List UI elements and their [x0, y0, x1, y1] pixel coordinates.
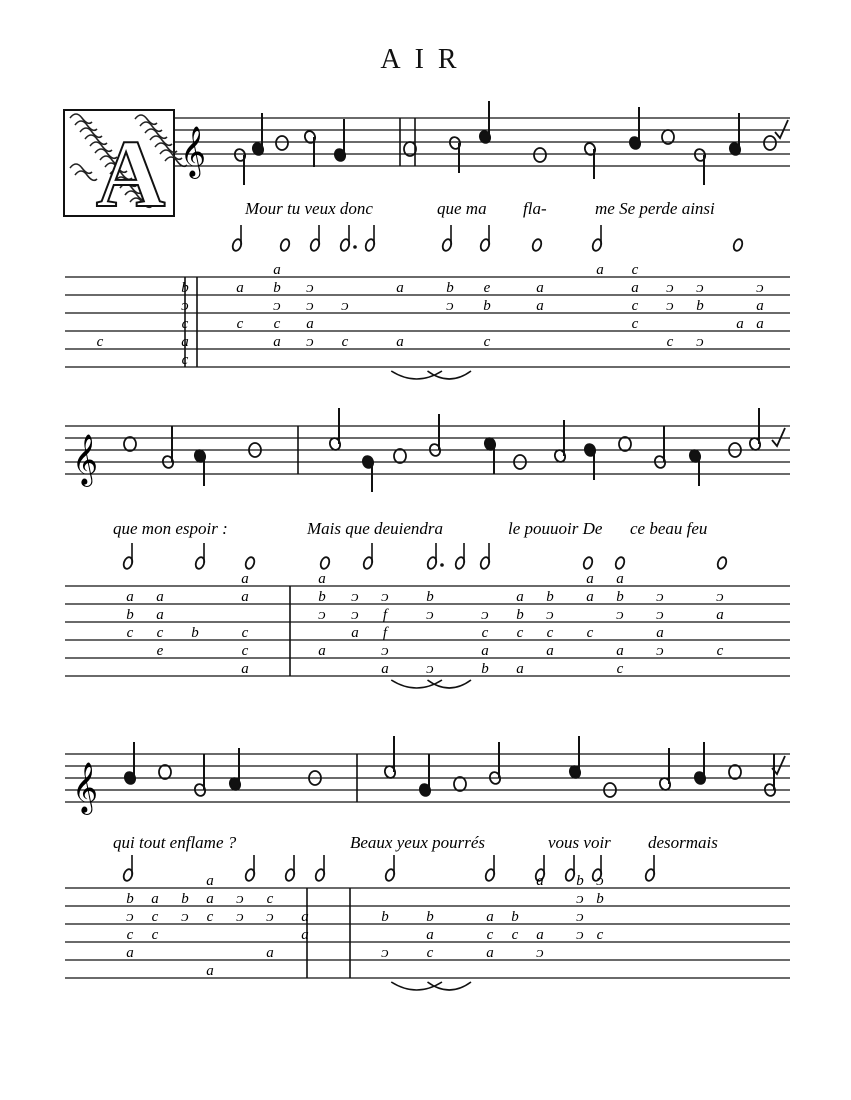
system-2-tab-letter: ᴐ — [481, 607, 489, 623]
system-1-rhythm-sign — [279, 238, 291, 252]
system-2-tab-letter: ᴐ — [656, 589, 664, 605]
system-3-lyric: vous voir — [548, 833, 611, 852]
system-1-tab-letter: ᴐ — [306, 298, 314, 314]
system-1-lyric: que ma — [437, 199, 487, 218]
system-1-lyric: me Se perde ainsi — [595, 199, 715, 218]
system-1-note — [478, 101, 492, 144]
system-2-tab-letter: b — [616, 589, 624, 605]
system-2-rhythm-sign — [244, 556, 256, 570]
system-1-tab-letter: ᴐ — [696, 334, 704, 350]
system-1-tab-letter: ᴐ — [666, 298, 674, 314]
system-2-tab-letter: a — [156, 589, 164, 605]
system-2-rhythm-sign-head — [614, 556, 626, 570]
custos-mark — [775, 120, 788, 138]
system-1-tab-letter: c — [631, 298, 639, 314]
system-3-clef: 𝄞 — [72, 762, 99, 813]
system-1-tab-letter: c — [273, 316, 281, 332]
system-3-note — [763, 754, 777, 797]
system-2-note — [161, 426, 175, 469]
system-2-tab-letter: a — [616, 571, 624, 587]
system-1-tab-letter: a — [756, 316, 764, 332]
system-2-tab-letter: a — [656, 625, 664, 641]
system-2-note-head — [394, 449, 406, 463]
system-3-tab-letter: ᴐ — [596, 873, 604, 889]
system-1-note — [628, 107, 642, 150]
system-2-rhythm-sign-head — [244, 556, 256, 570]
system-2-rhythm-sign-head — [319, 556, 331, 570]
system-2-tab-letter: ᴐ — [381, 643, 389, 659]
system-3-tab-letter: a — [486, 909, 494, 925]
system-1-tab-letter: ᴐ — [666, 280, 674, 296]
system-1-note — [583, 142, 597, 179]
system-2-tab-letter: a — [516, 589, 524, 605]
system-2-tab-letter: c — [546, 625, 554, 641]
system-3-rhythm-sign — [244, 855, 256, 882]
system-3-lyric: qui tout enflame ? — [113, 833, 237, 852]
system-1-tab-letter: c — [181, 352, 189, 368]
system-1-rhythm-sign — [441, 225, 453, 252]
system-2-tab-letter: a — [516, 661, 524, 677]
system-2-tab-letter: ᴐ — [716, 589, 724, 605]
system-2-tab-letter: a — [241, 571, 249, 587]
system-2-tab-letter: c — [516, 625, 524, 641]
system-3-tab-letter: a — [206, 891, 214, 907]
system-3-tab-letter: c — [266, 891, 274, 907]
system-2-note — [653, 426, 667, 469]
system-1-tab-letter: c — [631, 262, 639, 278]
system-2-note — [394, 449, 406, 463]
system-2-tab-letter: a — [126, 589, 134, 605]
system-2-lyric: ce beau feu — [630, 519, 708, 538]
system-2-tab-letter: b — [516, 607, 524, 623]
system-2-tab-letter: c — [716, 643, 724, 659]
system-1-rhythm-sign — [309, 225, 321, 252]
system-3-note-head — [454, 777, 466, 791]
system-3-tab-letter: a — [301, 927, 309, 943]
system-3-tab-letter: ᴐ — [181, 909, 189, 925]
system-2-tab-letter: a — [241, 661, 249, 677]
system-2-tab-letter: ᴐ — [426, 661, 434, 677]
system-2-rhythm-sign — [716, 556, 728, 570]
system-1-tab-letter: c — [631, 316, 639, 332]
system-1-tab-letter: a — [536, 298, 544, 314]
system-2-note — [193, 449, 207, 486]
custos-mark — [772, 428, 785, 446]
system-1-tab-letter: c — [666, 334, 674, 350]
system-2-tab-letter: a — [351, 625, 359, 641]
system-1-note — [728, 113, 742, 156]
system-1-note — [764, 136, 776, 150]
system-1-tab-letter: ᴐ — [273, 298, 281, 314]
system-1-tab-letter: b — [446, 280, 454, 296]
system-1-tab-letter: a — [396, 280, 404, 296]
system-3-rhythm-sign — [314, 855, 326, 882]
system-2-tab-letter: c — [156, 625, 164, 641]
system-3-tab-letter: b — [576, 873, 584, 889]
system-2-rhythm-sign — [454, 543, 466, 570]
system-2-rhythm-sign — [194, 543, 206, 570]
system-3-tab-letter: ᴐ — [536, 945, 544, 961]
system-2-tab-letter: ᴐ — [656, 643, 664, 659]
system-2-tab-letter: a — [481, 643, 489, 659]
system-2-tab-letter: c — [481, 625, 489, 641]
initial-letter-glyph: A — [96, 120, 166, 227]
system-3-note — [454, 777, 466, 791]
system-1-tab-letter: ᴐ — [756, 280, 764, 296]
system-3-tab-letter: c — [596, 927, 604, 943]
system-3-tab-letter: b — [511, 909, 519, 925]
system-1-tablature — [65, 277, 790, 367]
system-3-tab-letter: a — [206, 873, 214, 889]
system-1-note-head — [764, 136, 776, 150]
system-3-rhythm-sign — [384, 855, 396, 882]
system-3-rhythm-sign — [564, 855, 576, 882]
system-3-note — [693, 742, 707, 785]
system-3-note-head — [729, 765, 741, 779]
system-2-tab-letter: ᴐ — [656, 607, 664, 623]
system-3-note — [568, 736, 582, 779]
system-3-lyric: desormais — [648, 833, 718, 852]
system-2-tab-letter: f — [382, 607, 388, 623]
system-2-tab-letter: ᴐ — [351, 589, 359, 605]
system-1-lyric: fla- — [523, 199, 547, 218]
system-2-tab-letter: a — [318, 571, 326, 587]
system-1-tab-letter: a — [631, 280, 639, 296]
system-2-note — [688, 449, 702, 486]
system-2-tab-letter: b — [426, 589, 434, 605]
system-3-tab-letter: a — [151, 891, 159, 907]
system-1-tab-letter: c — [181, 316, 189, 332]
system-3-tab-letter: a — [536, 927, 544, 943]
system-3-tab-letter: c — [126, 927, 134, 943]
system-2-tab-letter: ᴐ — [616, 607, 624, 623]
system-1-rhythm-sign — [479, 225, 491, 252]
system-1-tab-letter: a — [756, 298, 764, 314]
system-2-note — [619, 437, 631, 451]
system-3-tab-letter: ᴐ — [576, 891, 584, 907]
system-1-rhythm-sign — [339, 225, 357, 252]
system-3-note-head — [159, 765, 171, 779]
system-2-rhythm-sign — [362, 543, 374, 570]
system-3-note — [418, 754, 432, 797]
system-2-rhythm-sign — [426, 543, 444, 570]
system-1-tab-letter: ᴐ — [181, 298, 189, 314]
system-3-tab-letter: a — [266, 945, 274, 961]
system-1-rhythm-sign — [531, 238, 543, 252]
system-2-slur — [428, 680, 472, 688]
system-2-note-head — [124, 437, 136, 451]
system-2-note — [483, 437, 497, 474]
system-1-rhythm-sign — [231, 225, 243, 252]
system-2-note — [328, 408, 342, 451]
system-3-rhythm-sign — [484, 855, 496, 882]
system-2-tab-letter: a — [586, 589, 594, 605]
system-1-tab-letter: a — [181, 334, 189, 350]
system-1-tab-letter: b — [483, 298, 491, 314]
system-3-tab-letter: a — [126, 945, 134, 961]
system-1-lyric: Mour tu veux donc — [245, 199, 373, 218]
system-1-note — [534, 148, 546, 162]
system-2-rhythm-sign — [614, 556, 626, 570]
system-1-tab-letter: a — [273, 334, 281, 350]
system-3-tab-letter: b — [126, 891, 134, 907]
system-1-note — [276, 136, 288, 150]
system-3-tab-letter: b — [181, 891, 189, 907]
system-3-tab-letter: c — [511, 927, 519, 943]
system-2-tab-letter: b — [191, 625, 199, 641]
system-1-note — [251, 113, 265, 156]
system-3-tab-letter: a — [426, 927, 434, 943]
system-3-lyric: Beaux yeux pourrés — [350, 833, 486, 852]
system-2-tab-letter: a — [546, 643, 554, 659]
initial-letter — [64, 110, 187, 227]
system-3-note — [383, 736, 397, 779]
system-1-tab-letter: a — [596, 262, 604, 278]
system-3-tab-letter: a — [536, 873, 544, 889]
system-2-note — [748, 408, 762, 451]
system-3-tab-letter: c — [426, 945, 434, 961]
system-3-tab-letter: ᴐ — [236, 909, 244, 925]
system-1-note — [333, 119, 347, 162]
system-2-note — [124, 437, 136, 451]
system-2-tab-letter: b — [546, 589, 554, 605]
system-3-rhythm-sign — [284, 855, 296, 882]
system-2-tab-letter: c — [241, 625, 249, 641]
initial-letter-flourish — [70, 114, 92, 123]
system-1-note-head — [534, 148, 546, 162]
system-3-tab-letter: c — [151, 927, 159, 943]
system-2-note — [361, 455, 375, 492]
system-1-tab-letter: b — [273, 280, 281, 296]
system-1-rhythm-sign-head — [732, 238, 744, 252]
system-1-rhythm-sign — [591, 225, 603, 252]
system-1-rhythm-sign-head — [279, 238, 291, 252]
system-3-note — [193, 754, 207, 797]
system-2-lyric: Mais que deuiendra — [307, 519, 443, 538]
system-1-slur — [428, 371, 472, 379]
system-1-rhythm-sign-dot — [353, 245, 357, 249]
system-1-rhythm-sign — [364, 225, 376, 252]
system-2-rhythm-sign-head — [582, 556, 594, 570]
system-2-note-head — [619, 437, 631, 451]
system-1-tab-letter: c — [236, 316, 244, 332]
system-3-tab-letter: c — [151, 909, 159, 925]
system-1-tab-letter: a — [736, 316, 744, 332]
system-3-tab-letter: c — [486, 927, 494, 943]
system-3-tab-letter: ᴐ — [236, 891, 244, 907]
system-3-tab-letter: b — [596, 891, 604, 907]
system-3-note — [488, 742, 502, 785]
system-2-tab-letter: a — [156, 607, 164, 623]
system-1-tab-letter: a — [236, 280, 244, 296]
system-1-tab-letter: a — [396, 334, 404, 350]
system-3-tab-letter: b — [426, 909, 434, 925]
system-1-tab-letter: a — [306, 316, 314, 332]
system-1-rhythm-sign — [732, 238, 744, 252]
system-2-rhythm-sign — [122, 543, 134, 570]
system-2-tab-letter: a — [616, 643, 624, 659]
system-1-tab-letter: ᴐ — [446, 298, 454, 314]
system-3-rhythm-sign — [122, 855, 134, 882]
system-3-note — [729, 765, 741, 779]
system-2-tab-letter: b — [126, 607, 134, 623]
system-3-tab-letter: a — [206, 963, 214, 979]
system-3-rhythm-sign — [644, 855, 656, 882]
system-3-tab-letter: ᴐ — [576, 927, 584, 943]
system-2-rhythm-sign — [479, 543, 491, 570]
system-2-rhythm-sign-head — [716, 556, 728, 570]
system-1-tab-letter: c — [96, 334, 104, 350]
system-2-tab-letter: ᴐ — [426, 607, 434, 623]
system-3-tab-letter: a — [301, 909, 309, 925]
system-2-lyric: que mon espoir : — [113, 519, 228, 538]
system-2-lyric: le pouuoir De — [508, 519, 603, 538]
system-1-tab-letter: ᴐ — [696, 280, 704, 296]
system-1-clef: 𝄞 — [180, 126, 207, 177]
system-3-tab-letter: a — [486, 945, 494, 961]
system-2-tab-letter: c — [126, 625, 134, 641]
system-1-tab-letter: b — [181, 280, 189, 296]
system-3-slur — [428, 982, 472, 990]
system-2-tab-letter: a — [381, 661, 389, 677]
system-2-note — [428, 414, 442, 457]
system-2-tab-letter: ᴐ — [318, 607, 326, 623]
system-2-staff — [65, 426, 790, 474]
system-2-tab-letter: ᴐ — [381, 589, 389, 605]
system-1-tab-letter: a — [273, 262, 281, 278]
system-2-clef: 𝄞 — [72, 434, 99, 485]
system-2-rhythm-sign — [582, 556, 594, 570]
system-2-tab-letter: c — [586, 625, 594, 641]
system-3-tab-letter: ᴐ — [576, 909, 584, 925]
system-1-tab-letter: c — [483, 334, 491, 350]
system-2-tab-letter: ᴐ — [546, 607, 554, 623]
system-1-note — [303, 130, 317, 167]
system-2-tab-letter: c — [616, 661, 624, 677]
system-1-tab-letter: ᴐ — [306, 334, 314, 350]
system-1-tab-letter: ᴐ — [341, 298, 349, 314]
system-1-note-head — [276, 136, 288, 150]
system-1-tab-letter: a — [536, 280, 544, 296]
system-3-tab-letter: c — [206, 909, 214, 925]
system-2-rhythm-sign — [319, 556, 331, 570]
system-3-note — [123, 742, 137, 785]
initial-letter-flourish — [70, 164, 92, 173]
system-2-tab-letter: a — [716, 607, 724, 623]
system-1-tab-letter: e — [483, 280, 491, 296]
system-2-rhythm-sign-dot — [440, 563, 444, 567]
system-1-rhythm-sign-head — [531, 238, 543, 252]
system-2-tab-letter: b — [481, 661, 489, 677]
system-2-tab-letter: e — [156, 643, 164, 659]
system-2-tab-letter: c — [241, 643, 249, 659]
system-2-tab-letter: a — [241, 589, 249, 605]
system-1-tab-letter: b — [696, 298, 704, 314]
system-3-tab-letter: ᴐ — [266, 909, 274, 925]
system-2-tab-letter: b — [318, 589, 326, 605]
system-2-tab-letter: ᴐ — [351, 607, 359, 623]
system-2-tab-letter: a — [586, 571, 594, 587]
system-3-tab-letter: ᴐ — [126, 909, 134, 925]
system-2-tab-letter: a — [318, 643, 326, 659]
system-2-tab-letter: f — [382, 625, 388, 641]
system-3-tab-letter: ᴐ — [381, 945, 389, 961]
system-3-tab-letter: b — [381, 909, 389, 925]
system-1-tab-letter: ᴐ — [306, 280, 314, 296]
system-1-tab-letter: c — [341, 334, 349, 350]
page-title: AIR — [380, 44, 471, 75]
system-3-note — [159, 765, 171, 779]
